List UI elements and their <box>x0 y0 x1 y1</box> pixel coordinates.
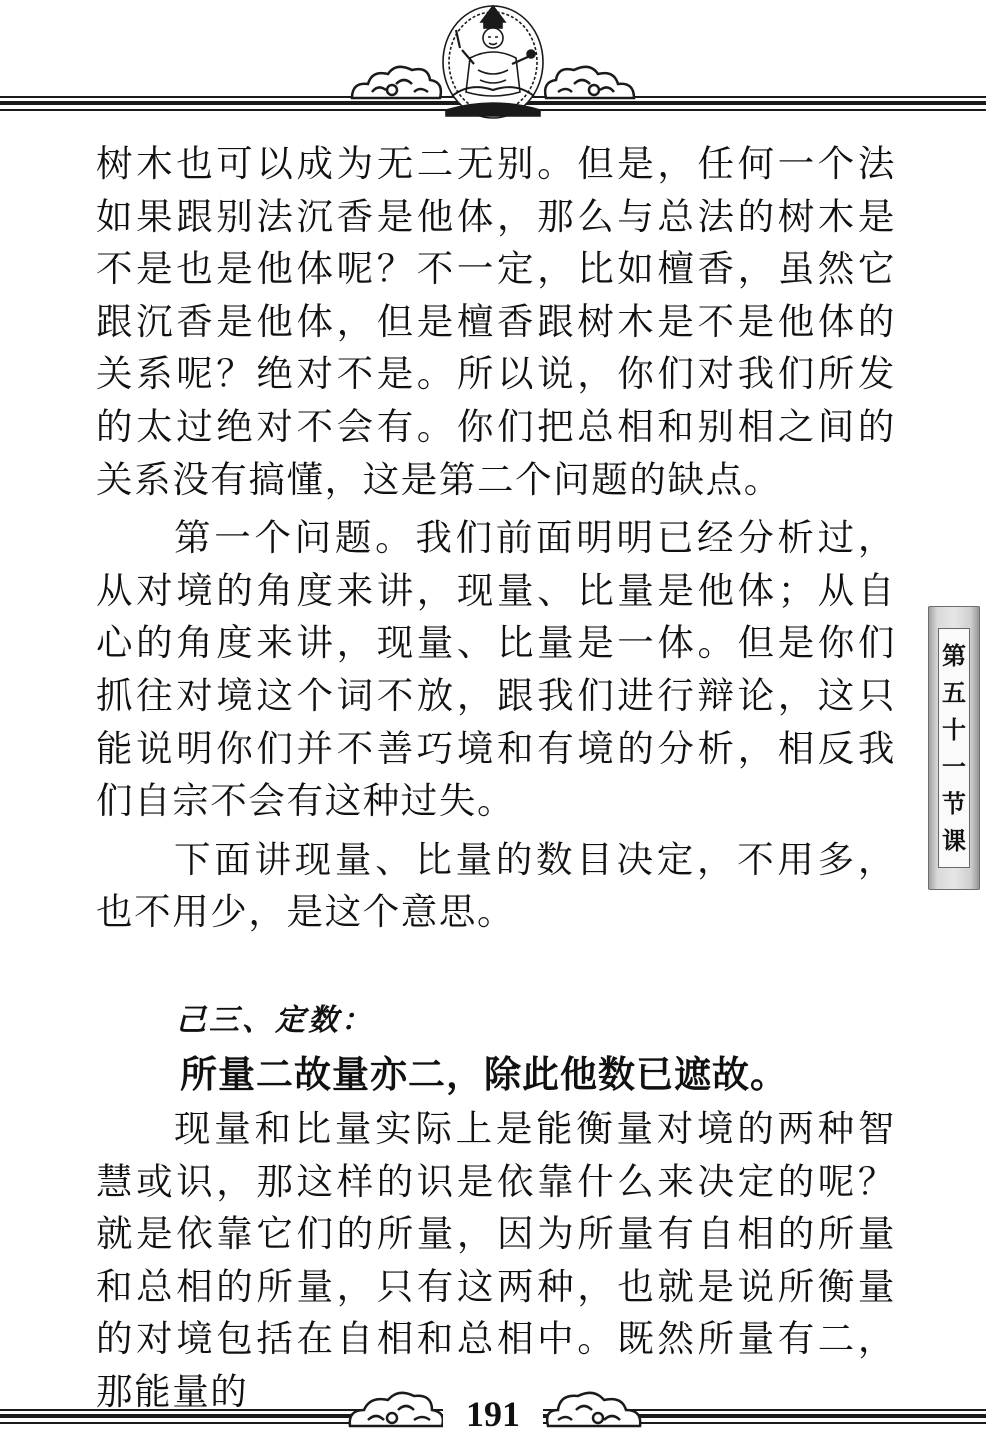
footer-cloud-right-icon <box>547 1393 640 1426</box>
side-tab-char: 第 <box>942 641 966 670</box>
side-tab-char: 课 <box>942 826 966 855</box>
side-tab-char: 五 <box>942 678 966 707</box>
footer-cloud-left-icon <box>350 1393 443 1426</box>
page-number: 191 <box>443 1392 543 1436</box>
header-ornament <box>0 0 986 120</box>
page-body <box>96 138 896 1418</box>
cloud-right-icon <box>545 67 634 98</box>
paragraph-2: 第一个问题。我们前面明明已经分析过，从对境的角度来讲，现量、比量是他体；从自心的角度来讲，现量、比量是一体。但是你们抓往对境这个词不放，跟我们进行辩论，这只能说明你们并不善巧境和有境的分析，相反我们自宗不会有这种过失。 <box>96 516 896 823</box>
chapter-side-tab-label <box>938 628 970 868</box>
cloud-left-icon <box>352 67 441 98</box>
paragraph-1: 树木也可以成为无二无别。但是，任何一个法如果跟别法沉香是他体，那么与总法的树木是不是也是他体呢？不一定，比如檀香，虽然它跟沉香是他体，但是檀香跟树木是不是他体的关系呢？绝对不是。所以说，你们对我们所发的太过绝对不会有。你们把总相和别相之间的关系没有搞懂，这是第二个问题的缺点。 <box>96 142 896 501</box>
side-tab-char: 一 <box>942 752 966 781</box>
side-tab-char: 十 <box>942 715 966 744</box>
paragraph-3: 下面讲现量、比量的数目决定，不用多，也不用少，是这个意思。 <box>96 837 896 934</box>
root-verse: 所量二故量亦二，除此他数已遮故。 <box>180 1052 788 1096</box>
section-heading: 己三、定数： <box>176 1002 374 1038</box>
chapter-side-tab <box>928 606 980 890</box>
paragraph-4: 现量和比量实际上是能衡量对境的两种智慧或识，那这样的识是依靠什么来决定的呢？就是依靠它们的所量，因为所量有自相的所量和总相的所量，只有这两种，也就是说所衡量的对境包括在自相和总相中。既然所量有二，那能量的 <box>96 1106 896 1413</box>
deity-figure-icon <box>443 6 543 118</box>
side-tab-char: 节 <box>942 789 966 818</box>
